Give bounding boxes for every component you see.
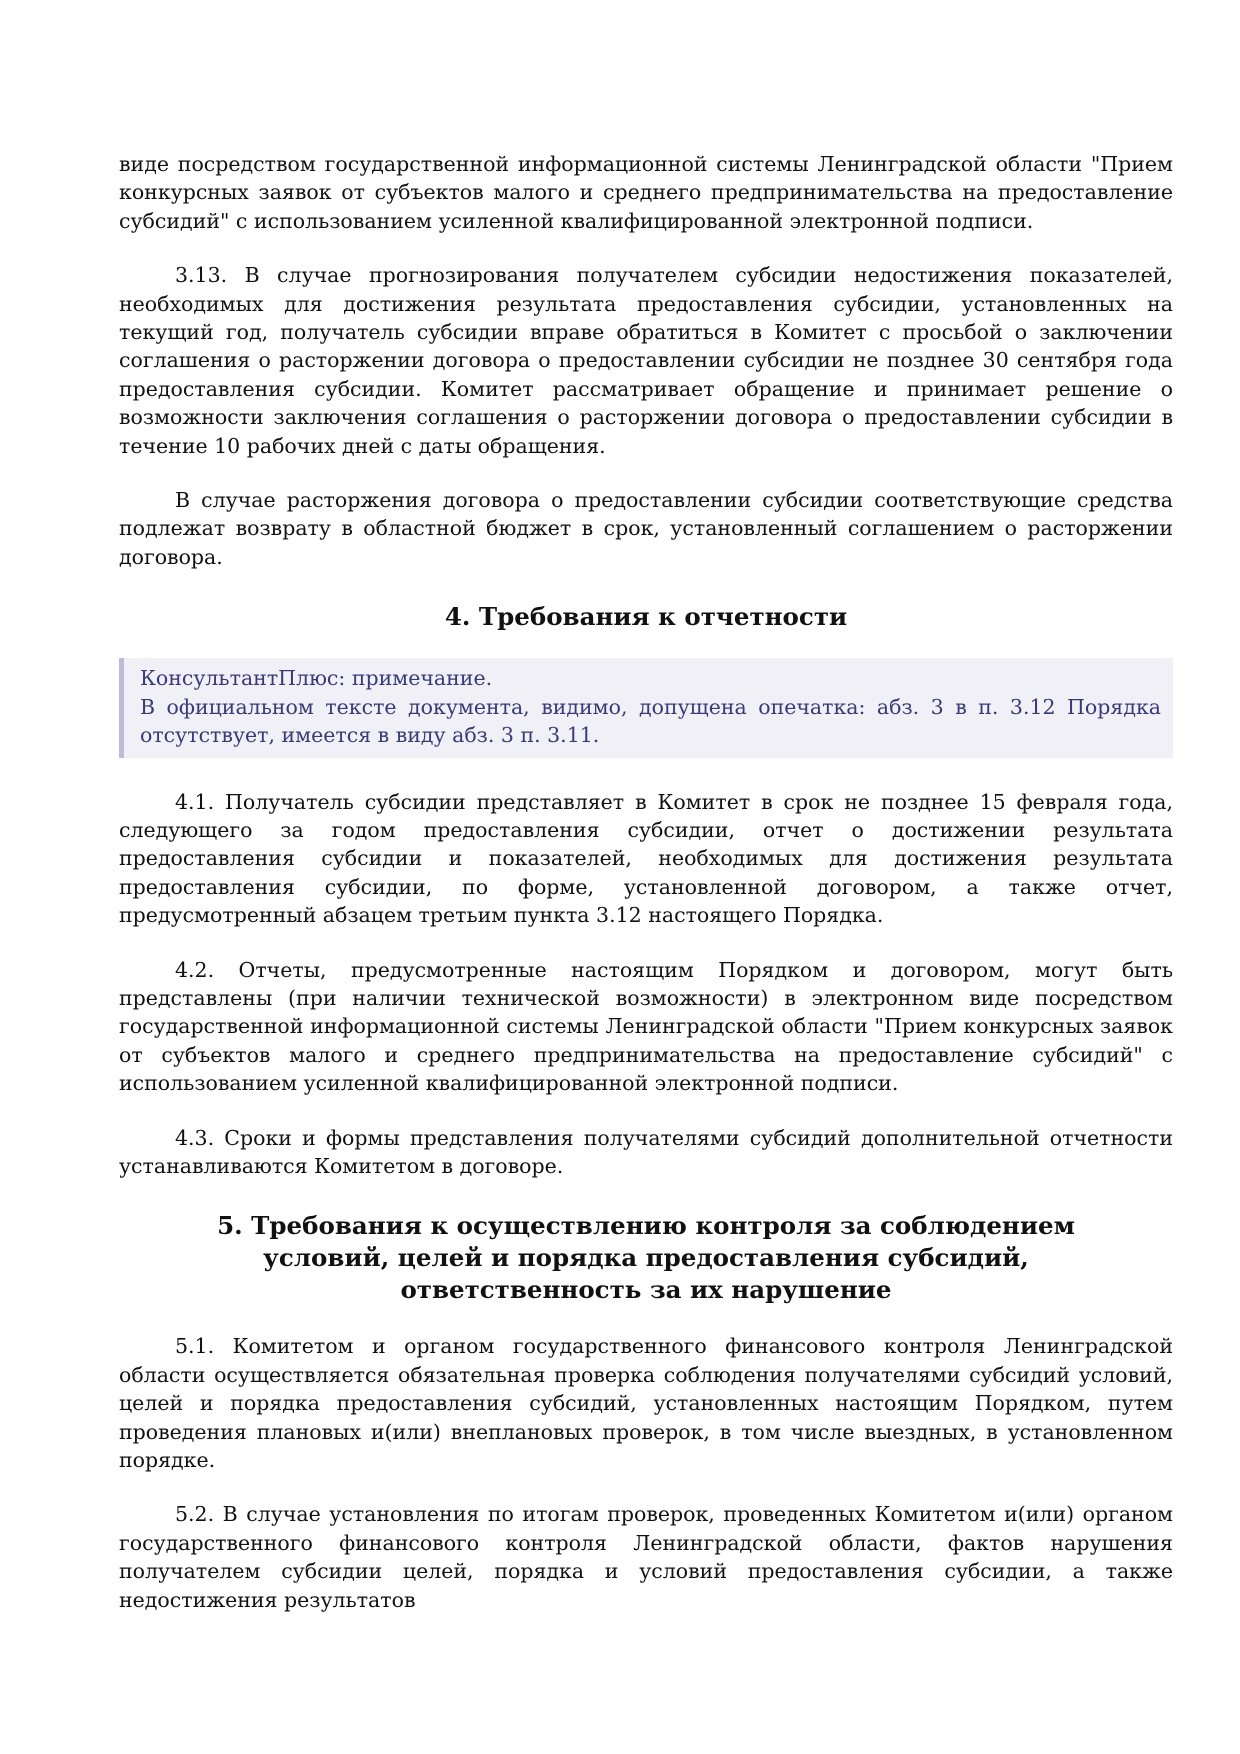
section-5-heading-line-1: 5. Требования к осуществлению контроля за соблюдением	[217, 1211, 1075, 1241]
paragraph-4-2: 4.2. Отчеты, предусмотренные настоящим Порядком и договором, могут быть представлены (при наличии технической возможности) в электронном виде посредством государственной информационной системы Ленинградской области "Прием конкурсных заявок от субъектов малого и среднего предпринимательства на предоставление субсидий" с использованием усиленной квалифицированной электронной подписи.	[119, 957, 1173, 1096]
section-5-heading-line-3: ответственность за их нарушение	[400, 1275, 892, 1305]
paragraph-4-3: 4.3. Сроки и формы представления получателями субсидий дополнительной отчетности устанавливаются Комитетом в договоре.	[119, 1125, 1173, 1178]
document-page	[119, 150, 1173, 1614]
paragraph-3-13: 3.13. В случае прогнозирования получателем субсидии недостижения показателей, необходимых для достижения результата предоставления субсидии, установленных на текущий год, получатель субсидии вправе обратиться в Комитет с просьбой о заключении соглашения о расторжении договора о предоставлении субсидии не позднее 30 сентября года предоставления субсидии. Комитет рассматривает обращение и принимает решение о возможности заключения соглашения о расторжении договора о предоставлении субсидии в течение 10 рабочих дней с даты обращения.	[119, 263, 1173, 458]
consultant-note-title: КонсультантПлюс: примечание.	[140, 666, 493, 691]
section-5-heading	[119, 1210, 1173, 1306]
consultant-note	[119, 658, 1173, 757]
paragraph-5-1: 5.1. Комитетом и органом государственного финансового контроля Ленинградской области осуществляется обязательная проверка соблюдения получателями субсидий условий, целей и порядка предоставления субсидий, установленных настоящим Порядком, путем проведения плановых и(или) внеплановых проверок, в том числе выездных, в установленном порядке.	[119, 1334, 1173, 1472]
section-4-heading: 4. Требования к отчетности	[444, 602, 848, 632]
paragraph-continuation: виде посредством государственной информационной системы Ленинградской области "Прием конкурсных заявок от субъектов малого и среднего предпринимательства на предоставление субсидий" с использованием усиленной квалифицированной электронной подписи.	[119, 152, 1173, 233]
paragraph-4-1: 4.1. Получатель субсидии представляет в Комитет в срок не позднее 15 февраля года, следующего за годом предоставления субсидии, отчет о достижении результата предоставления субсидии и показателей, необходимых для достижения результата предоставления субсидии, по форме, установленной договором, а также отчет, предусмотренный абзацем третьим пункта 3.12 настоящего Порядка.	[119, 789, 1173, 928]
section-5-heading-line-2: условий, целей и порядка предоставления субсидий,	[263, 1243, 1029, 1273]
paragraph-5-2: 5.2. В случае установления по итогам проверок, проведенных Комитетом и(или) органом государственного финансового контроля Ленинградской области, фактов нарушения получателем субсидии целей, порядка и условий предоставления субсидии, а также недостижения результатов	[119, 1502, 1173, 1612]
consultant-note-text: В официальном тексте документа, видимо, допущена опечатка: абз. 3 в п. 3.12 Порядка отсутствует, имеется в виду абз. 3 п. 3.11.	[140, 694, 1161, 748]
paragraph-3-13-termination: В случае расторжения договора о предоставлении субсидии соответствующие средства подлежат возврату в областной бюджет в срок, установленный соглашением о расторжении договора.	[119, 488, 1173, 569]
